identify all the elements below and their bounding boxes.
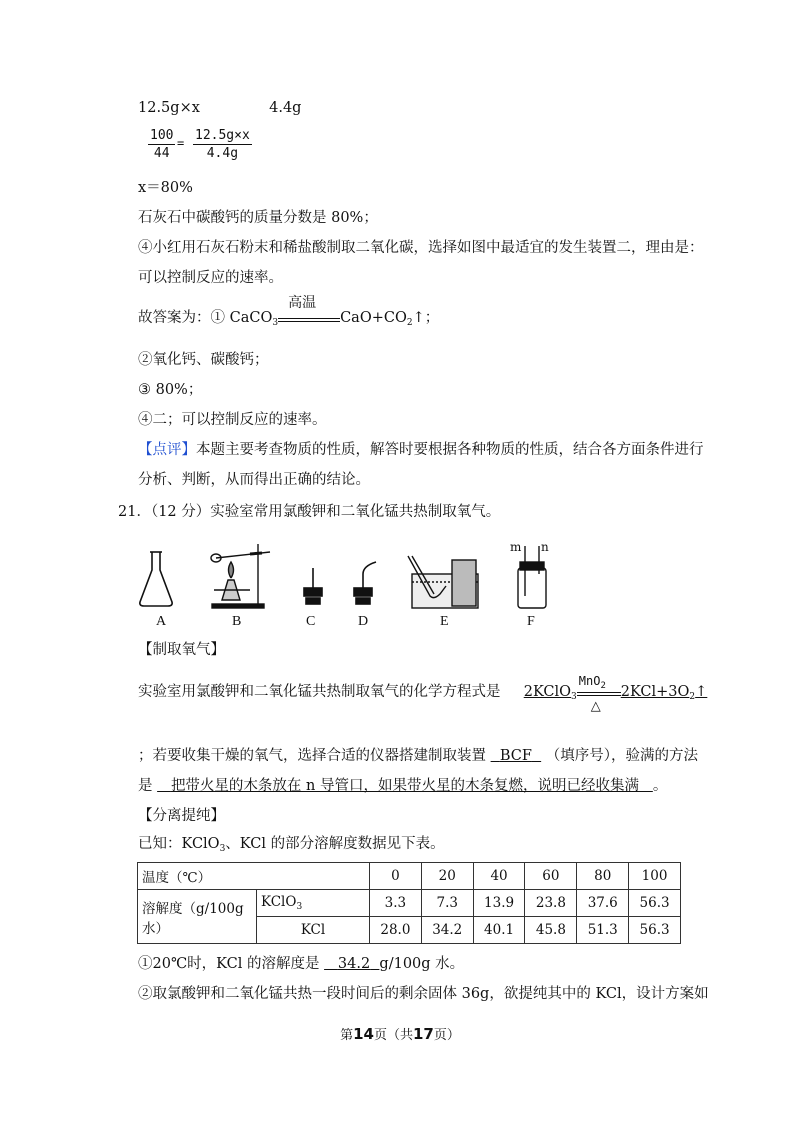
total-pages: 17 (413, 1025, 434, 1043)
fraction-right-num: 12.5g×x (195, 128, 250, 143)
comment-line-b: 分析、判断，从而得出正确的结论。 (138, 472, 370, 488)
stopper-bent-tube-icon (354, 562, 376, 604)
temp-header: 温度（℃） (138, 863, 370, 890)
calc-right: 4.4g (269, 100, 302, 116)
item4-line-b: 可以控制反应的速率。 (138, 270, 283, 286)
page-footer: 第14页（共17页） (340, 1025, 460, 1043)
dry-text-a: ；若要收集干燥的氧气，选择合适的仪器搭建制取装置 (138, 748, 486, 764)
answer-reactant: 故答案为：① CaCO (138, 310, 273, 326)
kcl-label: KCl (257, 917, 370, 944)
comment-tag: 【点评】 (138, 442, 196, 458)
label-d: D (358, 614, 369, 629)
equation-condition: MnO$_2$ △ (577, 685, 621, 699)
equation-answer: 2KClO$_3$ MnO$_2$ △ $2KCl+3O_2↑$ (523, 674, 708, 714)
equation-line (138, 674, 708, 714)
answer-products: CaO+CO (340, 310, 407, 326)
full-text-a: 是 (138, 778, 153, 794)
comment-line-a (138, 440, 704, 460)
table-row: 温度（℃） 0 20 40 60 80 100 (138, 863, 681, 890)
full-text-b: 。 (652, 778, 668, 794)
section-make-oxygen: 【制取氧气】 (138, 642, 225, 658)
label-e: E (440, 614, 449, 629)
known-line: 已知：KClO$_3$、KCl 的部分溶解度数据见下表。 (138, 836, 445, 854)
fraction-equals: = (177, 136, 185, 150)
port-m: m (510, 540, 522, 554)
apparatus-figure (130, 540, 570, 612)
fraction-left-num: 100 (150, 128, 174, 143)
dry-text-b: （填序号），验满的方法 (545, 748, 698, 764)
answer-3: ③ 80%； (138, 382, 203, 398)
fraction-right-den: 4.4g (206, 146, 239, 161)
page-number: 14 (353, 1025, 374, 1043)
bottle-ports (510, 540, 549, 554)
mass-fraction-line: 石灰石中碳酸钙的质量分数是 80%； (138, 210, 378, 226)
label-f: F (527, 614, 535, 629)
calc-row (138, 98, 301, 118)
flask-icon (140, 552, 172, 606)
full-check-line (138, 776, 667, 796)
q1-answer: 34.2 (337, 956, 371, 972)
fraction-left (148, 128, 175, 161)
question-1-line: ①20℃时，KCl 的溶解度是 34.2 g/100g 水。 (138, 956, 465, 972)
port-n: n (541, 540, 549, 554)
solubility-header: 溶解度（g/100g 水） (138, 890, 257, 944)
table-row: KCl 28.0 34.2 40.1 45.8 51.3 56.3 (138, 917, 681, 944)
x-result: x＝80% (138, 180, 193, 196)
answer-condition: 高温 (288, 295, 317, 311)
answer-sub2: 2 (406, 318, 413, 328)
answer-equation (138, 295, 440, 333)
table-row: 溶解度（g/100g 水） KClO$_3$ 3.3 7.3 13.9 23.8 37.6 56.3 (138, 890, 681, 917)
answer-2: ②氧化钙、碳酸钙； (138, 352, 269, 368)
section-separation: 【分离提纯】 (138, 808, 225, 824)
label-a: A (156, 614, 167, 629)
kclo3-label: KClO$_3$ (257, 890, 370, 917)
question-2-line: ②取氯酸钾和二氧化锰共热一段时间后的剩余固体 36g，欲提纯其中的 KCl，设计方案如 (138, 986, 709, 1002)
answer-tail: ↑； (412, 310, 440, 326)
comment-text-a: 本题主要考查物质的性质，解答时要根据各种物质的性质，结合各方面条件进行 (196, 442, 704, 458)
heating-apparatus-icon (211, 544, 270, 608)
stopper-straight-tube-icon (304, 568, 322, 604)
fraction-right (193, 128, 252, 161)
dry-answer: BCF (499, 748, 532, 764)
solubility-table (137, 862, 681, 944)
question-21: 21．（12 分）实验室常用氯酸钾和二氧化锰共热制取氧气。 (118, 504, 501, 520)
water-trough-icon (408, 556, 478, 608)
answer-arrow (278, 295, 340, 325)
label-b: B (232, 614, 242, 629)
full-answer: 把带火星的木条放在 n 导管口，如果带火星的木条复燃，说明已经收集满 (170, 778, 639, 794)
label-c: C (306, 614, 316, 629)
answer-4: ④二；可以控制反应的速率。 (138, 412, 327, 428)
calc-left: 12.5g×x (138, 100, 200, 116)
answer-sub3: 3 (272, 318, 279, 328)
dry-oxygen-line (138, 746, 698, 766)
equation-intro: 实验室用氯酸钾和二氧化锰共热制取氧气的化学方程式是 (138, 684, 501, 700)
item4-line-a: ④小红用石灰石粉末和稀盐酸制取二氧化碳，选择如图中最适宜的发生装置二，理由是： (138, 240, 704, 256)
gas-bottle-icon (518, 546, 546, 608)
fraction-left-den: 44 (153, 146, 170, 161)
